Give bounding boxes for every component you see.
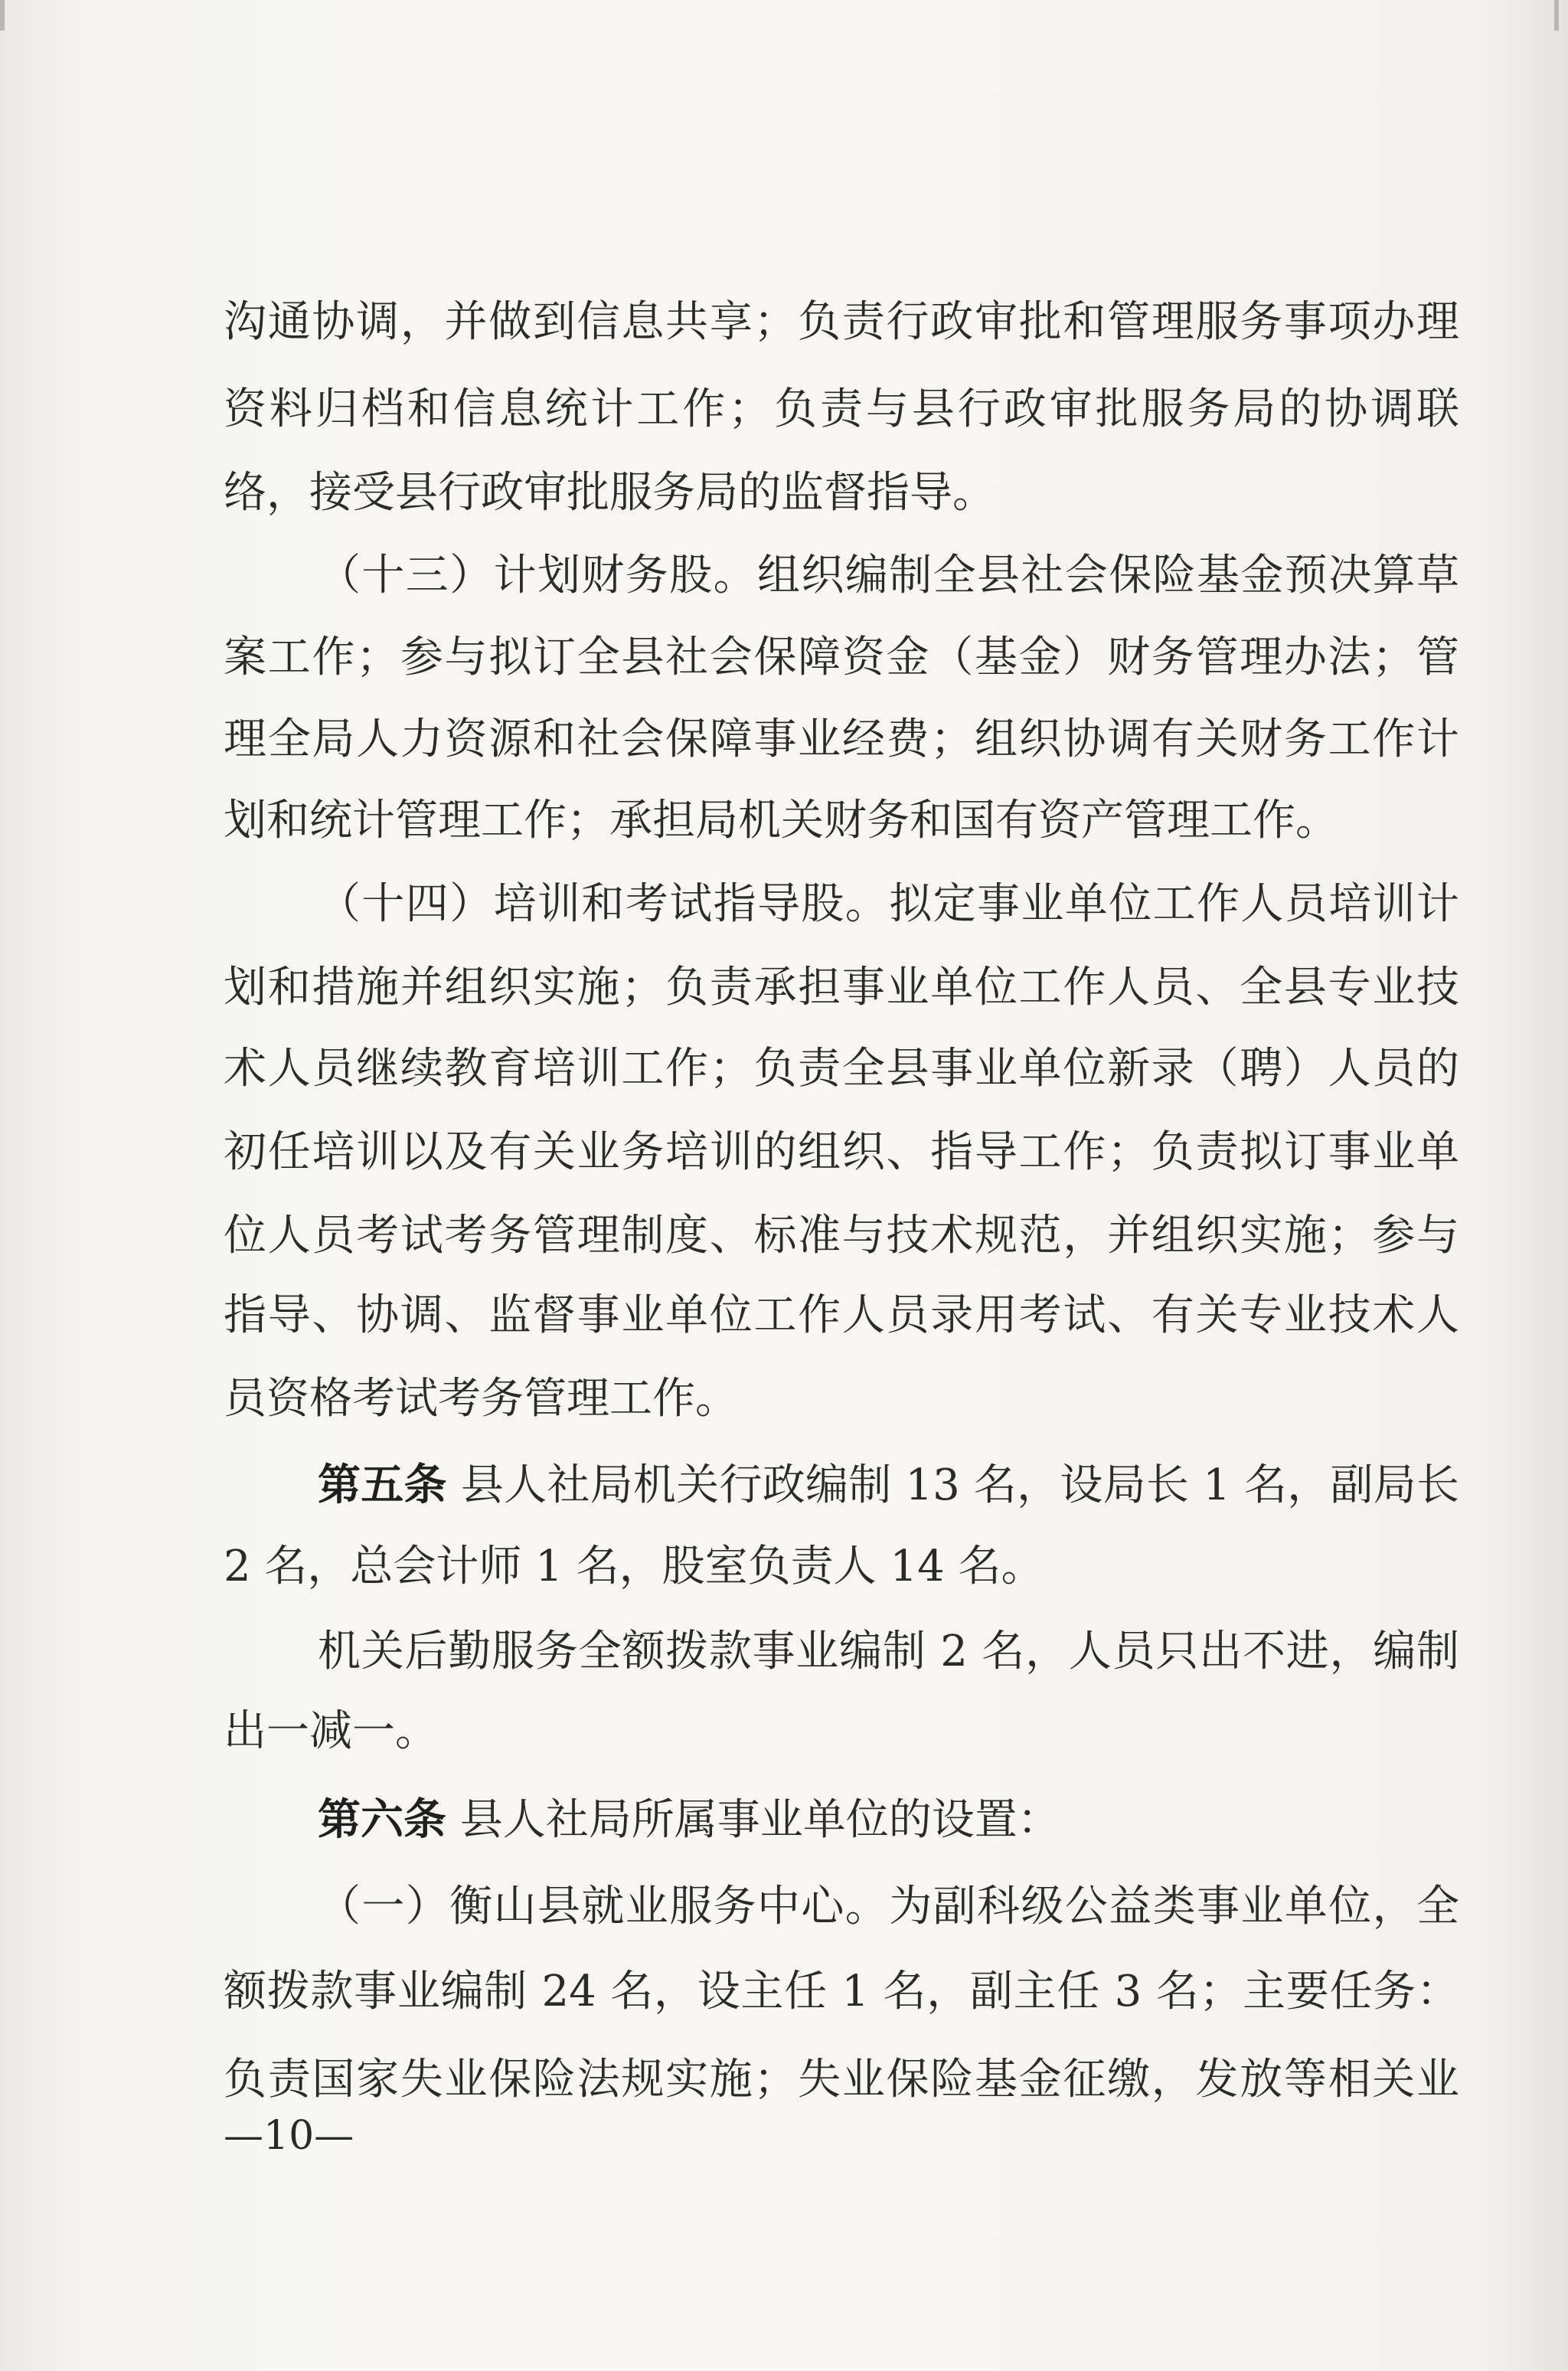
section-heading-line: （十三）计划财务股。组织编制全县社会保险基金预决算草 xyxy=(318,551,1459,600)
article-line: 第六条 县人社局所属事业单位的设置： xyxy=(318,1794,1060,1845)
body-line: 划和统计管理工作；承担局机关财务和国有资产管理工作。 xyxy=(224,796,1338,845)
body-line: 机关后勤服务全额拨款事业编制 2 名，人员只出不进，编制 xyxy=(318,1627,1459,1676)
body-line: 指导、协调、监督事业单位工作人员录用考试、有关专业技术人 xyxy=(224,1290,1459,1340)
body-line: 位人员考试考务管理制度、标准与技术规范，并组织实施；参与 xyxy=(224,1211,1459,1261)
body-line: 负责国家失业保险法规实施；失业保险基金征缴，发放等相关业 xyxy=(224,2055,1459,2104)
body-line: 络，接受县行政审批服务局的监督指导。 xyxy=(224,468,995,518)
page-edge-mark-right xyxy=(1554,0,1559,31)
body-line: 案工作；参与拟订全县社会保障资金（基金）财务管理办法；管 xyxy=(224,633,1459,682)
body-line: 出一减一。 xyxy=(224,1706,438,1756)
body-line: 额拨款事业编制 24 名，设主任 1 名，副主任 3 名；主要任务： xyxy=(224,1967,1459,2016)
body-line: 沟通协调，并做到信息共享；负责行政审批和管理服务事项办理 xyxy=(224,297,1459,347)
page-edge-mark-left xyxy=(0,0,5,31)
section-heading-line: （十四）培训和考试指导股。拟定事业单位工作人员培训计 xyxy=(318,879,1459,929)
section-heading-line: （一）衡山县就业服务中心。为副科级公益类事业单位，全 xyxy=(318,1882,1459,1931)
article-label: 第五条 xyxy=(318,1460,447,1510)
article-label: 第六条 xyxy=(318,1794,446,1845)
page-number: —10— xyxy=(224,2113,354,2159)
body-line: 员资格考试考务管理工作。 xyxy=(224,1374,738,1424)
body-line: 资料归档和信息统计工作；负责与县行政审批服务局的协调联 xyxy=(224,384,1459,434)
body-line: 理全局人力资源和社会保障事业经费；组织协调有关财务工作计 xyxy=(224,715,1459,764)
body-line: 划和措施并组织实施；负责承担事业单位工作人员、全县专业技 xyxy=(224,963,1459,1012)
article-line: 第五条 县人社局机关行政编制 13 名，设局长 1 名，副局长 xyxy=(318,1460,1460,1510)
body-line: 2 名，总会计师 1 名，股室负责人 14 名。 xyxy=(224,1542,1044,1591)
body-line: 术人员继续教育培训工作；负责全县事业单位新录（聘）人员的 xyxy=(224,1044,1459,1094)
body-line: 初任培训以及有关业务培训的组织、指导工作；负责拟订事业单 xyxy=(224,1127,1459,1177)
